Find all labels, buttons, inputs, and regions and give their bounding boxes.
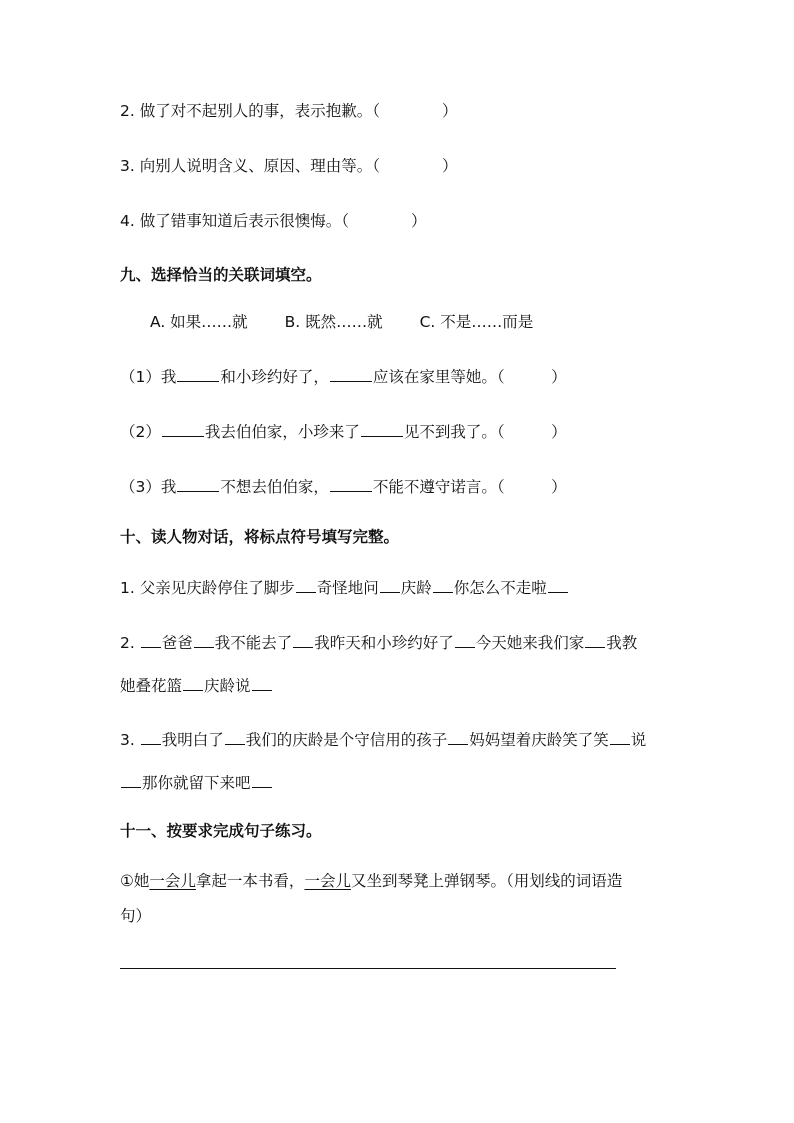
fill-item-3 (120, 476, 567, 498)
underlined-word: 一会儿 (149, 872, 196, 890)
blank[interactable] (162, 421, 204, 437)
dialogue-text: 说 (630, 731, 647, 749)
dialogue-text: 她叠花篮 (120, 677, 183, 695)
dialogue-2-cont (120, 675, 273, 697)
item-text: 见不到我了。（ ） (403, 423, 567, 441)
question-4: 4. 做了错事知道后表示很懊悔。（ ） (120, 212, 427, 230)
blank[interactable] (293, 634, 313, 648)
item-text: （2） (120, 423, 161, 441)
item-text: （1）我 (120, 368, 177, 386)
answer-line[interactable] (120, 968, 616, 969)
dialogue-text: 我教 (606, 634, 638, 652)
dialogue-text: 妈妈望着庆龄笑了笑 (469, 731, 609, 749)
section-9-title: 九、选择恰当的关联词填空。 (120, 266, 322, 284)
dialogue-text: 庆龄说 (204, 677, 251, 695)
blank[interactable] (177, 366, 219, 382)
sentence-exercise-cont: 句） (120, 907, 152, 925)
dialogue-text: 今天她来我们家 (475, 634, 585, 652)
blank[interactable] (141, 731, 161, 745)
dialogue-1 (120, 577, 569, 599)
item-text: （3）我 (120, 478, 177, 496)
dialogue-text: 我不能去了 (214, 634, 293, 652)
dialogue-text: 你怎么不走啦 (453, 579, 547, 597)
sentence-exercise (120, 870, 622, 892)
item-text: 和小珍约好了， (220, 368, 329, 386)
dialogue-text: 2. (120, 634, 140, 652)
dialogue-text: 奇怪地问 (316, 579, 379, 597)
blank[interactable] (252, 774, 272, 788)
blank[interactable] (585, 634, 605, 648)
item-text: 不能不遵守诺言。（ ） (372, 478, 567, 496)
section-11-title: 十一、按要求完成句子练习。 (120, 822, 322, 840)
item-text: 我去伯伯家，小珍来了 (204, 423, 360, 441)
blank[interactable] (121, 774, 141, 788)
dialogue-text: 3. (120, 731, 140, 749)
exercise-text: 又坐到琴凳上弹钢琴。（用划线的词语造 (350, 872, 623, 890)
dialogue-text: 那你就留下来吧 (142, 774, 251, 792)
blank[interactable] (330, 476, 372, 492)
dialogue-2 (120, 632, 637, 654)
blank[interactable] (225, 731, 245, 745)
underlined-word: 一会儿 (304, 872, 351, 890)
options-row (150, 311, 533, 333)
blank[interactable] (141, 634, 161, 648)
question-3: 3. 向别人说明含义、原因、理由等。（ ） (120, 157, 458, 175)
item-text: 不想去伯伯家， (220, 478, 329, 496)
option-c: C. 不是……而是 (419, 313, 534, 331)
dialogue-text: 我们的庆龄是个守信用的孩子 (245, 731, 448, 749)
dialogue-text: 我明白了 (161, 731, 224, 749)
blank[interactable] (296, 579, 316, 593)
dialogue-3-cont (120, 772, 273, 794)
blank[interactable] (455, 634, 475, 648)
fill-item-1 (120, 366, 567, 388)
blank[interactable] (448, 731, 468, 745)
exercise-text: ①她 (120, 872, 150, 890)
dialogue-text: 爸爸 (161, 634, 193, 652)
blank[interactable] (330, 366, 372, 382)
dialogue-text: 我昨天和小珍约好了 (314, 634, 454, 652)
blank[interactable] (194, 634, 214, 648)
option-b: B. 既然……就 (284, 313, 383, 331)
fill-item-2 (120, 421, 567, 443)
blank[interactable] (252, 677, 272, 691)
blank[interactable] (548, 579, 568, 593)
dialogue-text: 庆龄 (400, 579, 432, 597)
blank[interactable] (183, 677, 203, 691)
question-2: 2. 做了对不起别人的事，表示抱歉。（ ） (120, 102, 458, 120)
option-a: A. 如果……就 (150, 313, 248, 331)
section-10-title: 十、读人物对话，将标点符号填写完整。 (120, 528, 400, 546)
dialogue-text: 1. 父亲见庆龄停住了脚步 (120, 579, 295, 597)
dialogue-3 (120, 729, 646, 751)
blank[interactable] (380, 579, 400, 593)
blank[interactable] (610, 731, 630, 745)
item-text: 应该在家里等她。（ ） (372, 368, 567, 386)
blank[interactable] (433, 579, 453, 593)
blank[interactable] (177, 476, 219, 492)
exercise-text: 拿起一本书看， (195, 872, 305, 890)
blank[interactable] (361, 421, 403, 437)
